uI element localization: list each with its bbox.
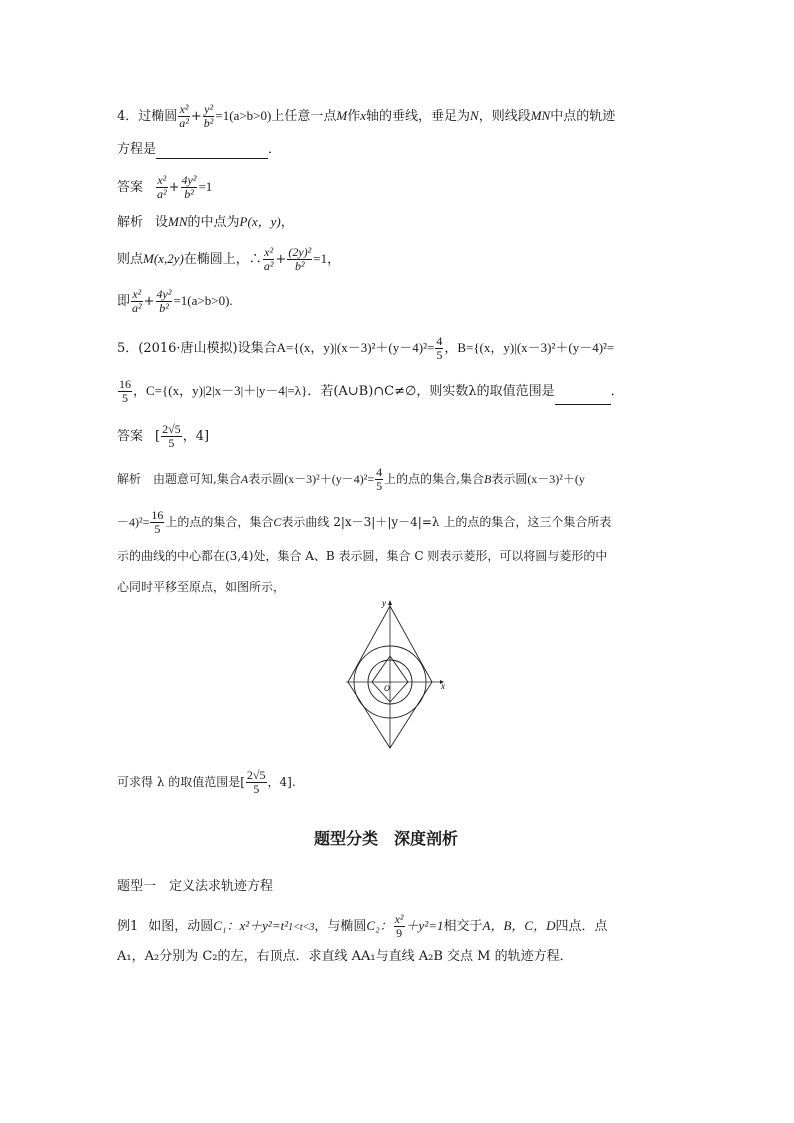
sol-text: =1，	[313, 251, 341, 266]
set-c: C	[273, 515, 282, 529]
ellipse-eq: ＋y²=1	[405, 918, 444, 933]
q5-line1	[117, 335, 614, 362]
fraction: $\frac{\text{x²}}{9}$	[394, 912, 404, 940]
q4-line1: 4．过椭圆 $\frac{\text{x²}}{\text{a²}}$ + $\frac{\text{y²}}{\text{b²}}$ =1(a>b>0)上任意一点M作x轴的垂线，垂足为N，则线段MN中点的轨迹	[117, 102, 616, 130]
example1-line2	[117, 948, 573, 966]
q5-period: ．	[610, 384, 624, 399]
ex-text: 四点．点	[555, 919, 608, 934]
q5-text: ．若(A∪B)∩C≠∅，则实数λ的取值范围是	[307, 384, 555, 399]
y-label: y	[382, 598, 386, 608]
fraction: $\frac{\text{x²}}{\text{a²}}$	[132, 287, 142, 315]
answer-text: ，4]	[182, 429, 210, 444]
segment-mn: MN	[530, 108, 551, 123]
q5-text: ，	[133, 384, 147, 399]
ex-text: 相交于	[443, 919, 483, 934]
y-axis-arrow	[388, 600, 392, 605]
points-abcd: A，B，C，D	[482, 918, 556, 933]
answer-4: 答案 $\frac{\text{x²}}{\text{a²}}$ + $\frac{\text{4y²}}{\text{b²}}$ =1	[117, 173, 213, 201]
ex-text: ，与椭圆	[314, 919, 367, 934]
ex-text: 如图，动圆	[148, 919, 214, 934]
fraction: $\frac{\text{4y²}}{\text{b²}}$	[156, 287, 172, 315]
set-b: B	[483, 472, 492, 486]
answer-5	[117, 423, 209, 450]
answer-label: 答案	[117, 180, 144, 195]
set-c: C={(x，y)|2|x－3|＋|y－4|=λ}	[146, 383, 308, 398]
sol-text: 上的点的集合，集合	[165, 515, 274, 529]
q4-label: 4．过椭圆	[117, 109, 178, 124]
set-b: ，B={(x，y)|(x－3)²＋(y－4)²=	[444, 340, 615, 355]
example-label: 例1	[117, 919, 139, 934]
fraction: $\frac{\text{x²}}{\text{a²}}$	[179, 102, 189, 130]
segment-mn: MN	[168, 214, 188, 229]
origin-label: O	[384, 684, 390, 693]
solution-4-line2: 则点M(x,2y)在椭圆上，∴ $\frac{\text{x²}}{\text{a²}}$ + $\frac{\text{(2y)²}}{\text{b²}}$ =1，	[117, 245, 341, 273]
solution-label: 解析	[117, 472, 142, 486]
ellipse-c2: C₂：	[366, 918, 393, 933]
fraction: $\frac{2√5}{5}$	[246, 768, 266, 796]
sol-text: ，4].	[267, 775, 296, 789]
q4-text: 轴的垂线，垂足为	[366, 109, 471, 124]
solution-5-line2	[117, 509, 611, 536]
q5-line2	[117, 378, 624, 405]
q4-text: 上任意一点	[271, 109, 337, 124]
fraction: $\frac{\text{x²}}{\text{a²}}$	[157, 173, 167, 201]
q4-text: 作	[347, 109, 361, 124]
q4-text: 中点的轨迹	[550, 109, 616, 124]
q5-label: 5．(2016·唐山模拟)设集合	[117, 341, 277, 356]
q4-line2	[117, 141, 281, 159]
solution-5-line4	[117, 578, 285, 596]
q4-period: ．	[268, 142, 282, 157]
fraction: $\frac{16}{5}$	[119, 377, 131, 405]
sol-text: 可求得 λ 的取值范围是[	[117, 775, 245, 789]
fraction: $\frac{4}{5}$	[376, 465, 383, 493]
fraction: $\frac{16}{5}$	[151, 508, 164, 536]
sol-text: 心同时平移至原点，如图所示，	[117, 580, 286, 594]
answer-blank[interactable]	[156, 144, 268, 159]
sol-text: 表示圆(x－3)²＋(y	[491, 472, 585, 486]
ex-text: A₁，A₂分别为 C₂的左，右顶点．求直线 AA₁与直线 A₂B 交点 M 的轨迹方程．	[117, 949, 573, 964]
solution-4-line3: 即 $\frac{\text{x²}}{\text{a²}}$ + $\frac{\text{4y²}}{\text{b²}}$ =1(a>b>0).	[117, 287, 233, 315]
fraction: $\frac{4}{5}$	[436, 334, 443, 362]
point-p: P(x，y)	[239, 214, 281, 229]
t-range: 1<t<3	[288, 922, 315, 933]
type1-label: 题型一 定义法求轨迹方程	[117, 879, 274, 894]
q4-text: ，则线段	[478, 109, 531, 124]
solution-5-conclusion	[117, 769, 296, 796]
answer-bracket: [	[155, 429, 161, 444]
circles-rhombus-figure	[340, 596, 458, 752]
set-a: A	[240, 472, 249, 486]
axis-x: x	[360, 108, 366, 123]
sol-text: 设	[155, 215, 169, 230]
sol-text: 由题意可知,集合	[153, 472, 241, 486]
solution-5-line1	[117, 466, 585, 493]
set-a: A={(x，y)|(x－3)²＋(y－4)²=	[276, 340, 435, 355]
answer-eq: =1	[198, 179, 213, 194]
sol-text: 则点	[117, 252, 144, 267]
point-m: M(x,2y)	[143, 251, 184, 266]
sol-text: ，	[280, 215, 294, 230]
sol-text: 上的点的集合,集合	[384, 472, 484, 486]
example1-line1	[117, 913, 607, 940]
solution-5-line3	[117, 547, 607, 565]
section-title: 题型分类 深度剖析	[314, 829, 459, 848]
sol-text: 在椭圆上，∴	[183, 252, 262, 267]
sol-text: 的中点为	[187, 215, 240, 230]
point-n: N	[470, 108, 479, 123]
solution-label: 解析	[117, 215, 144, 230]
point-m: M	[336, 108, 348, 123]
sol-text: =1(a>b>0).	[173, 293, 233, 308]
q4-text: 方程是	[117, 142, 157, 157]
fraction: $\frac{\text{(2y)²}}{\text{b²}}$	[288, 245, 312, 273]
answer-blank[interactable]	[555, 390, 611, 405]
circle-c1: C₁：x²＋y²=t²	[213, 918, 289, 933]
answer-label: 答案	[117, 429, 144, 444]
fraction: $\frac{2√5}{5}$	[162, 422, 181, 450]
x-label: x	[441, 681, 445, 691]
fraction: $\frac{\text{y²}}{\text{b²}}$	[203, 102, 214, 130]
fraction: $\frac{\text{4y²}}{\text{b²}}$	[181, 173, 197, 201]
sol-text: 示的曲线的中心都在(3,4)处，集合 A、B 表示圆，集合 C 则表示菱形，可以将圆与菱形的中	[117, 549, 608, 563]
sol-text: 即	[117, 294, 131, 309]
sol-text: 表示圆(x－3)²＋(y－4)²=	[248, 472, 375, 486]
solution-4-line1	[117, 213, 294, 232]
q4-condition: =1(a>b>0)	[215, 108, 272, 123]
sol-text: －4)²=	[117, 515, 150, 529]
fraction: $\frac{\text{x²}}{\text{a²}}$	[263, 245, 274, 273]
sol-text: 表示曲线 2|x－3|＋|y－4|=λ 上的点的集合，这三个集合所表	[281, 515, 612, 529]
